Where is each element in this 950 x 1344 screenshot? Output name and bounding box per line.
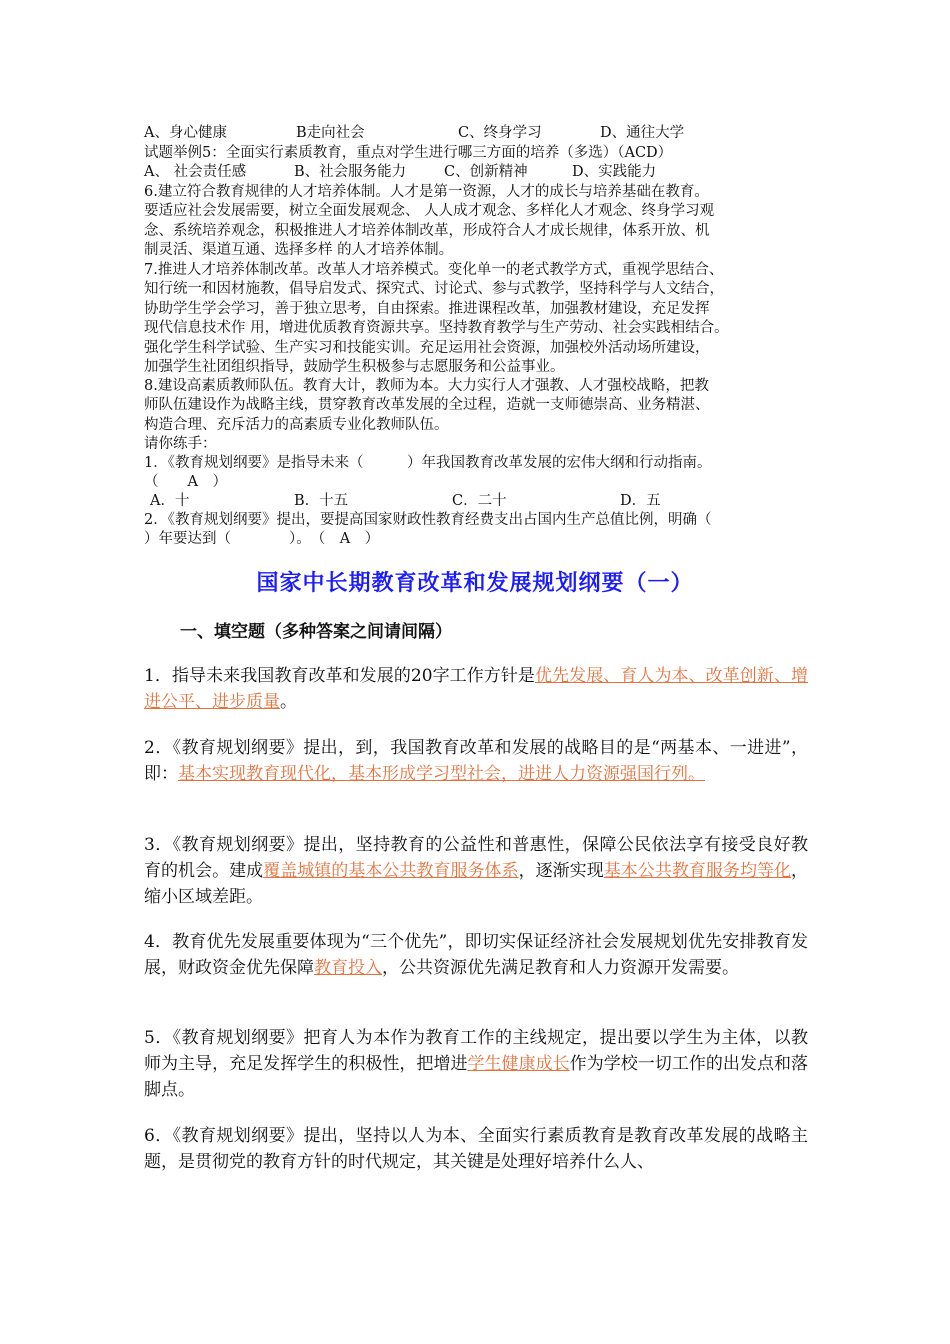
option-c: C、创新精神 bbox=[444, 164, 528, 180]
question-text: 6．《教育规划纲要》提出，坚持以人为本、全面实行素质教育是教育改革发展的战略主题，是贯彻党的教育方针的时代规定，其关键是处理好培养什么人、 bbox=[144, 1126, 808, 1172]
question-6 bbox=[144, 1123, 808, 1175]
question-text: ，公共资源优先满足教育和人力资源开发需要。 bbox=[382, 958, 739, 978]
text-line: 7.推进人才培养体制改革。改革人才培养模式。变化单一的老式教学方式，重视学思结合、 bbox=[144, 262, 724, 278]
answer-text: 学生健康成长 bbox=[467, 1054, 570, 1074]
option-b: B、社会服务能力 bbox=[294, 164, 407, 180]
question-text: 。 bbox=[280, 692, 297, 712]
option-d: D、通往大学 bbox=[600, 125, 685, 141]
practice-2-line-1: 2．《教育规划纲要》提出，要提高国家财政性教育经费支出占国内生产总值比例，明确（ bbox=[144, 512, 712, 528]
question-text: ，逐渐实现 bbox=[518, 861, 604, 881]
paragraph-6 bbox=[144, 183, 820, 261]
question-4 bbox=[144, 929, 808, 981]
option-b: B走向社会 bbox=[296, 125, 365, 141]
practice-2-line-2: ）年要达到（ ）。 （ A ） bbox=[144, 531, 380, 547]
text-line: 师队伍建设作为战略主线，贯穿教育改革发展的全过程，造就一支师德崇高、业务精湛、 bbox=[144, 397, 710, 414]
option-b: B．十五 bbox=[294, 493, 349, 509]
section-title: 国家中长期教育改革和发展规划纲要（一） bbox=[256, 571, 694, 596]
option-c: C．二十 bbox=[452, 493, 507, 509]
question-1 bbox=[144, 663, 808, 715]
question-5 bbox=[144, 1025, 808, 1103]
question-text: 2．《教育规划纲要》提出，到，我国教育改革和发展的战略目的是“两基本、一进进”，即： bbox=[144, 738, 808, 784]
practice-1-line-1: 1．《教育规划纲要》是指导未来（ ）年我国教育改革发展的宏伟大纲和行动指南。 bbox=[144, 455, 712, 471]
text-line: 强化学生科学试验、生产实习和技能实训。充足运用社会资源，加强校外活动场所建设， bbox=[144, 339, 710, 356]
section-subheading: 一、填空题（多种答案之间请间隔） bbox=[180, 622, 452, 642]
text-line: 加强学生社团组织指导，鼓励学生积极参与志愿服务和公益事业。 bbox=[144, 359, 565, 376]
text-line: 8.建设高素质教师队伍。教育大计，教师为本。大力实行人才强教、人才强校战略，把教 bbox=[144, 378, 709, 394]
paragraph-7 bbox=[144, 261, 820, 377]
practice-1-options bbox=[150, 492, 826, 511]
option-c: C、终身学习 bbox=[458, 125, 542, 141]
question-text: 1．指导未来我国教育改革和发展的20字工作方针是 bbox=[144, 666, 535, 686]
answer-text: 基本公共教育服务均等化 bbox=[603, 861, 792, 881]
text-line: 要适应社会发展需要，树立全面发展观念、 人人成才观念、多样化人才观念、终身学习观 bbox=[144, 203, 715, 220]
question-text: 3．《教育规划纲要》提出，坚持教育的公益性和普惠性，保障公民依法享有接受良好教育的机会。建成 bbox=[144, 835, 808, 881]
question-text: 作为学校一切工作的出发点和落脚点。 bbox=[144, 1054, 809, 1100]
practice-label: 请你练手： bbox=[144, 436, 217, 452]
answer-text: 优先发展、育人为本、改革创新、增进公平、进步质量 bbox=[144, 666, 809, 712]
question-text: ，缩小区域差距。 bbox=[144, 861, 809, 907]
question-text: 5．《教育规划纲要》把育人为本作为教育工作的主线规定，提出要以学生为主体，以教师为主导，充足发挥学生的积极性，把增进 bbox=[144, 1028, 808, 1074]
text-line: 制灵活、渠道互通、选择多样 的人才培养体制。 bbox=[144, 242, 454, 259]
text-line: 构造合理、充斥活力的高素质专业化教师队伍。 bbox=[144, 416, 449, 433]
text-line: 念、系统培养观念，积极推进人才培养体制改革，形成符合人才成长规律，体系开放、机 bbox=[144, 222, 710, 239]
example-5: 试题举例5：全面实行素质教育，重点对学生进行哪三方面的培养（多选）（ACD） bbox=[144, 145, 673, 161]
option-d: D、实践能力 bbox=[572, 164, 657, 180]
option-a: A、 社会责任感 bbox=[144, 164, 247, 180]
question-text: 4．教育优先发展重要体现为“三个优先”，即切实保证经济社会发展规划优先安排教育发展，财政资金优先保障 bbox=[144, 932, 808, 978]
options-row-a bbox=[144, 124, 820, 143]
option-a: A、身心健康 bbox=[144, 125, 227, 141]
question-2 bbox=[144, 735, 808, 787]
paragraph-8 bbox=[144, 377, 820, 435]
options-row-b bbox=[144, 163, 820, 182]
question-3 bbox=[144, 832, 808, 910]
option-d: D．五 bbox=[620, 493, 661, 509]
text-line: 6.建立符合教育规律的人才培养体制。人才是第一资源，人才的成长与培养基础在教育。 bbox=[144, 184, 709, 200]
answer-text: 覆盖城镇的基本公共教育服务体系 bbox=[263, 861, 519, 881]
answer-text: 基本实现教育现代化，基本形成学习型社会，进进人力资源强国行列。 bbox=[178, 764, 705, 784]
text-line: 知行统一和因材施教，倡导启发式、探究式、讨论式、参与式教学，坚持科学与人文结合， bbox=[144, 281, 724, 298]
text-line: 协助学生学会学习，善于独立思考，自由探索。推进课程改革，加强教材建设，充足发挥 bbox=[144, 300, 710, 317]
answer-text: 教育投入 bbox=[314, 958, 382, 978]
practice-1-line-2: （ A ） bbox=[144, 474, 227, 490]
option-a: A．十 bbox=[150, 493, 190, 509]
text-line: 现代信息技术作 用，增进优质教育资源共享。坚持教育教学与生产劳动、社会实践相结合。 bbox=[144, 320, 729, 337]
